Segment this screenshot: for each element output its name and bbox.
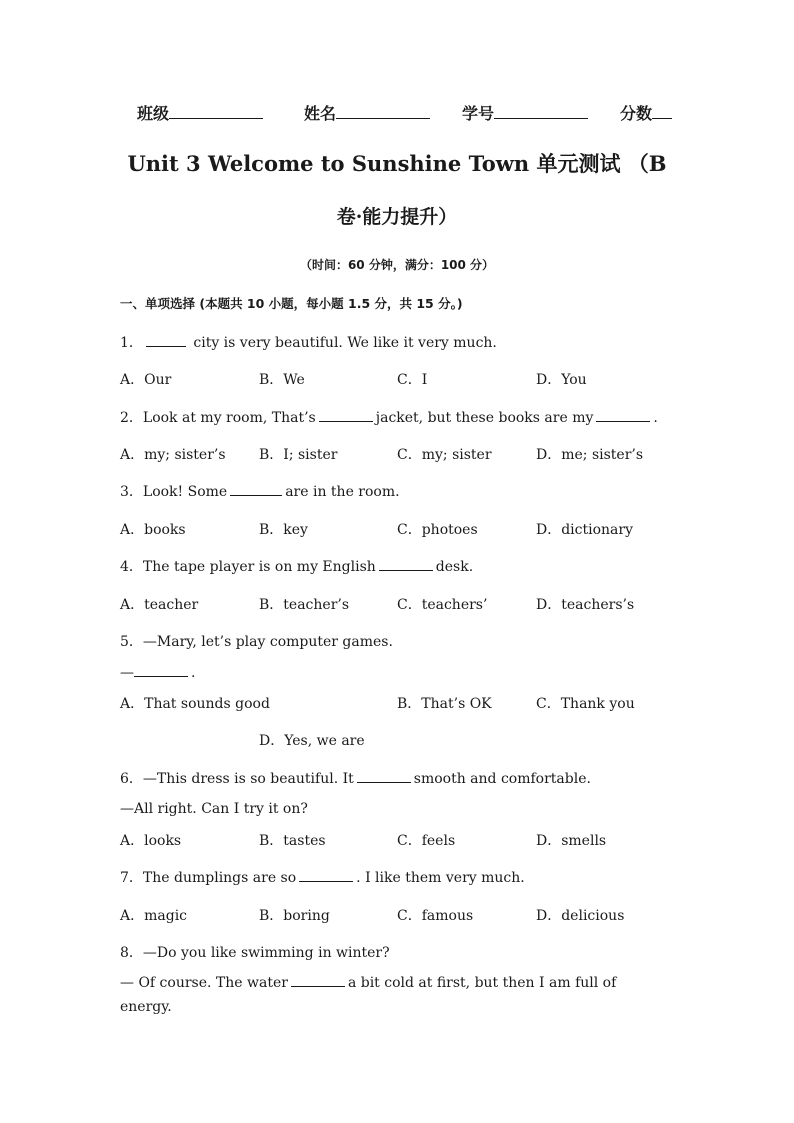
question-3 bbox=[120, 481, 400, 501]
option-a[interactable]: A．That sounds good bbox=[120, 696, 270, 712]
option-c[interactable]: C．photoes bbox=[397, 522, 478, 538]
page-title-line-2: 卷·能力提升） bbox=[336, 206, 458, 228]
question-text: 2．Look at my room, That’s bbox=[120, 410, 316, 426]
option-a[interactable]: A．books bbox=[120, 522, 186, 538]
question-text: . bbox=[653, 410, 658, 426]
option-b[interactable]: B．That’s OK bbox=[397, 696, 492, 712]
score-field[interactable] bbox=[620, 100, 672, 128]
reply-text: a bit cold at first, but then I am full of energy. bbox=[120, 975, 617, 1015]
option-b[interactable]: B．boring bbox=[259, 908, 330, 924]
option-b[interactable]: B．key bbox=[259, 522, 308, 538]
option-d[interactable]: D．teachers’s bbox=[536, 597, 635, 613]
question-5-reply bbox=[120, 664, 195, 681]
student-info-row bbox=[0, 100, 794, 128]
answer-blank[interactable] bbox=[230, 483, 282, 496]
option-d[interactable]: D．delicious bbox=[536, 908, 625, 924]
question-6-reply: —All right. Can I try it on? bbox=[120, 801, 308, 817]
question-text: 3．Look! Some bbox=[120, 484, 228, 500]
question-text: 6．—This dress is so beautiful. It bbox=[120, 771, 354, 787]
option-a[interactable]: A．looks bbox=[120, 833, 182, 849]
option-c[interactable]: C．Thank you bbox=[536, 696, 635, 712]
question-6 bbox=[120, 768, 591, 788]
option-b[interactable]: B．We bbox=[259, 372, 305, 388]
question-2 bbox=[120, 407, 658, 427]
id-blank[interactable] bbox=[494, 100, 588, 119]
option-a[interactable]: A．my; sister’s bbox=[120, 447, 226, 463]
question-4 bbox=[120, 556, 473, 576]
answer-blank[interactable] bbox=[299, 869, 353, 882]
class-label: 班级 bbox=[137, 104, 170, 123]
class-field[interactable] bbox=[137, 100, 263, 128]
question-text: 4．The tape player is on my English bbox=[120, 559, 376, 575]
reply-end: . bbox=[191, 665, 196, 681]
question-text: 7．The dumplings are so bbox=[120, 870, 297, 886]
answer-blank[interactable] bbox=[379, 558, 433, 571]
question-7 bbox=[120, 867, 525, 887]
option-a[interactable]: A．magic bbox=[120, 908, 188, 924]
name-blank[interactable] bbox=[336, 100, 430, 119]
score-label: 分数 bbox=[620, 104, 653, 123]
option-b[interactable]: B．I; sister bbox=[259, 447, 338, 463]
question-text: jacket, but these books are my bbox=[375, 410, 594, 426]
option-d[interactable]: D．Yes, we are bbox=[259, 733, 365, 749]
name-field[interactable] bbox=[304, 100, 430, 128]
answer-blank[interactable] bbox=[146, 334, 186, 347]
option-c[interactable]: C．famous bbox=[397, 908, 474, 924]
answer-blank[interactable] bbox=[357, 770, 411, 783]
answer-blank[interactable] bbox=[134, 664, 188, 677]
option-b[interactable]: B．tastes bbox=[259, 833, 326, 849]
option-c[interactable]: C．I bbox=[397, 372, 428, 388]
answer-blank[interactable] bbox=[319, 409, 373, 422]
question-text: city is very beautiful. We like it very much. bbox=[188, 335, 497, 351]
question-8-reply bbox=[120, 971, 660, 1019]
option-d[interactable]: D．me; sister’s bbox=[536, 447, 644, 463]
option-a[interactable]: A．teacher bbox=[120, 597, 199, 613]
name-label: 姓名 bbox=[304, 104, 337, 123]
reply-text: — Of course. The water bbox=[120, 975, 288, 991]
class-blank[interactable] bbox=[169, 100, 263, 119]
question-1 bbox=[120, 332, 497, 352]
id-field[interactable] bbox=[462, 100, 588, 128]
question-text: desk. bbox=[435, 559, 474, 575]
option-c[interactable]: C．feels bbox=[397, 833, 456, 849]
reply-dash: — bbox=[120, 665, 134, 681]
exam-meta: （时间：60 分钟，满分：100 分） bbox=[299, 258, 495, 272]
answer-blank[interactable] bbox=[596, 409, 650, 422]
score-blank[interactable] bbox=[652, 100, 672, 119]
question-5: 5．—Mary, let’s play computer games. bbox=[120, 634, 393, 650]
section-heading: 一、单项选择 (本题共 10 小题，每小题 1.5 分，共 15 分。) bbox=[120, 296, 463, 311]
question-text: are in the room. bbox=[285, 484, 400, 500]
question-8: 8．—Do you like swimming in winter? bbox=[120, 945, 390, 961]
option-d[interactable]: D．You bbox=[536, 372, 587, 388]
page-title-line-1: Unit 3 Welcome to Sunshine Town 单元测试 （B bbox=[127, 151, 667, 176]
option-c[interactable]: C．teachers’ bbox=[397, 597, 488, 613]
id-label: 学号 bbox=[462, 104, 495, 123]
option-d[interactable]: D．smells bbox=[536, 833, 607, 849]
option-a[interactable]: A．Our bbox=[120, 372, 172, 388]
question-text: 1． bbox=[120, 335, 143, 351]
option-c[interactable]: C．my; sister bbox=[397, 447, 492, 463]
question-text: . I like them very much. bbox=[356, 870, 525, 886]
option-b[interactable]: B．teacher’s bbox=[259, 597, 350, 613]
option-d[interactable]: D．dictionary bbox=[536, 522, 634, 538]
answer-blank[interactable] bbox=[291, 974, 345, 987]
question-text: smooth and comfortable. bbox=[413, 771, 591, 787]
